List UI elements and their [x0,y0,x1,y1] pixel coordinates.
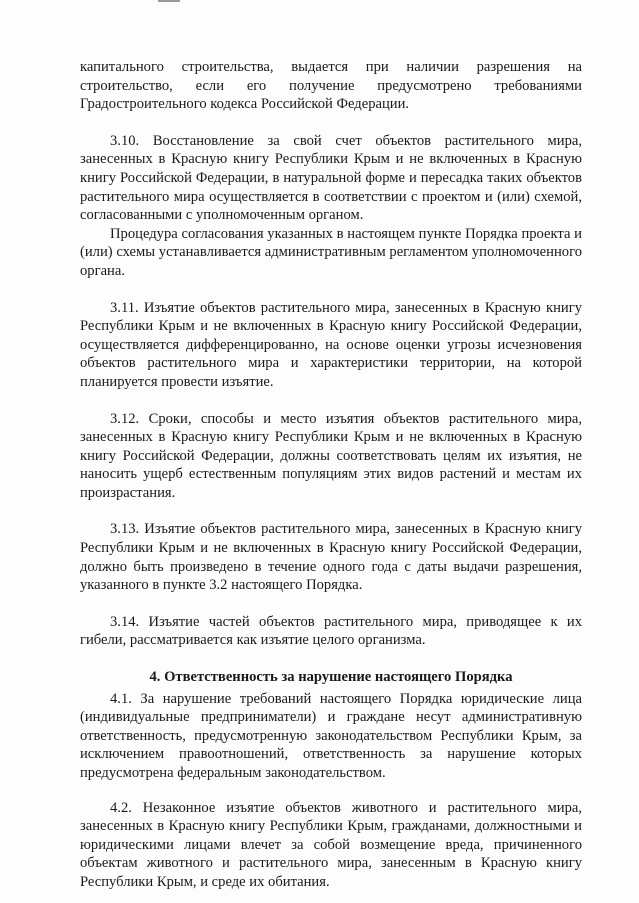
paragraph-4-1: 4.1. За нарушение требований настоящего Порядка юридические лица (индивидуальные предприниматели) и граждане несут административную ответственность, предусмотренную законодательством Республики Крым, за исключением правоотношений, ответственность за нарушение которых предусмотрена федеральным законодательством. [80,690,582,781]
paragraph-3-13: 3.13. Изъятие объектов растительного мира, занесенных в Красную книгу Республики Крым и не включенных в Красную книгу Российской Федерации, должно быть произведено в течение одного года с даты выдачи разрешения, указанного в пункте 3.2 настоящего Порядка. [80,521,582,594]
paragraph-continuation: капитального строительства, выдается при наличии разрешения на строительство, если его получение предусмотрено требованиями Градостроительного кодекса Российской Федерации. [80,59,582,113]
section-4-heading: 4. Ответственность за нарушение настоящего Порядка [149,669,513,686]
paragraph-3-14: 3.14. Изъятие частей объектов растительного мира, приводящее к их гибели, рассматривается как изъятие целого организма. [80,613,582,649]
paragraph-4-2: 4.2. Незаконное изъятие объектов животного и растительного мира, занесенных в Красную книгу Республики Крым, гражданами, должностными и юридическими лицами влечет за собой возмещение вреда, причиненного объектам животного и растительного мира, занесенным в Красную книгу Республики Крым, и среде их обитания. [80,799,582,890]
scan-mark [158,0,180,2]
paragraph-3-10: 3.10. Восстановление за свой счет объектов растительного мира, занесенных в Красную книгу Республики Крым и не включенных в Красную книгу Российской Федерации, в натуральной форме и пересадка таких объектов растительного мира осуществляется в соответствии с проектом и (или) схемой, согласованными с уполномоченным органом. [80,132,582,224]
paragraph-3-12: 3.12. Сроки, способы и место изъятия объектов растительного мира, занесенных в Красную книгу Республики Крым и не включенных в Красную книгу Российской Федерации, должны соответствовать целям их изъятия, не наносить ущерб естественным популяциям этих видов растений и местам их произрастания. [80,410,582,501]
paragraph-3-10-procedure: Процедура согласования указанных в настоящем пункте Порядка проекта и (или) схемы устанавливается административным регламентом уполномоченного органа. [80,225,582,279]
document-body [80,58,582,892]
paragraph-3-11: 3.11. Изъятие объектов растительного мира, занесенных в Красную книгу Республики Крым и не включенных в Красную книгу Российской Федерации, осуществляется дифференцированно, на основе оценки угрозы исчезновения объектов растительного мира и характеристики территории, на которой планируется провести изъятие. [80,299,582,390]
